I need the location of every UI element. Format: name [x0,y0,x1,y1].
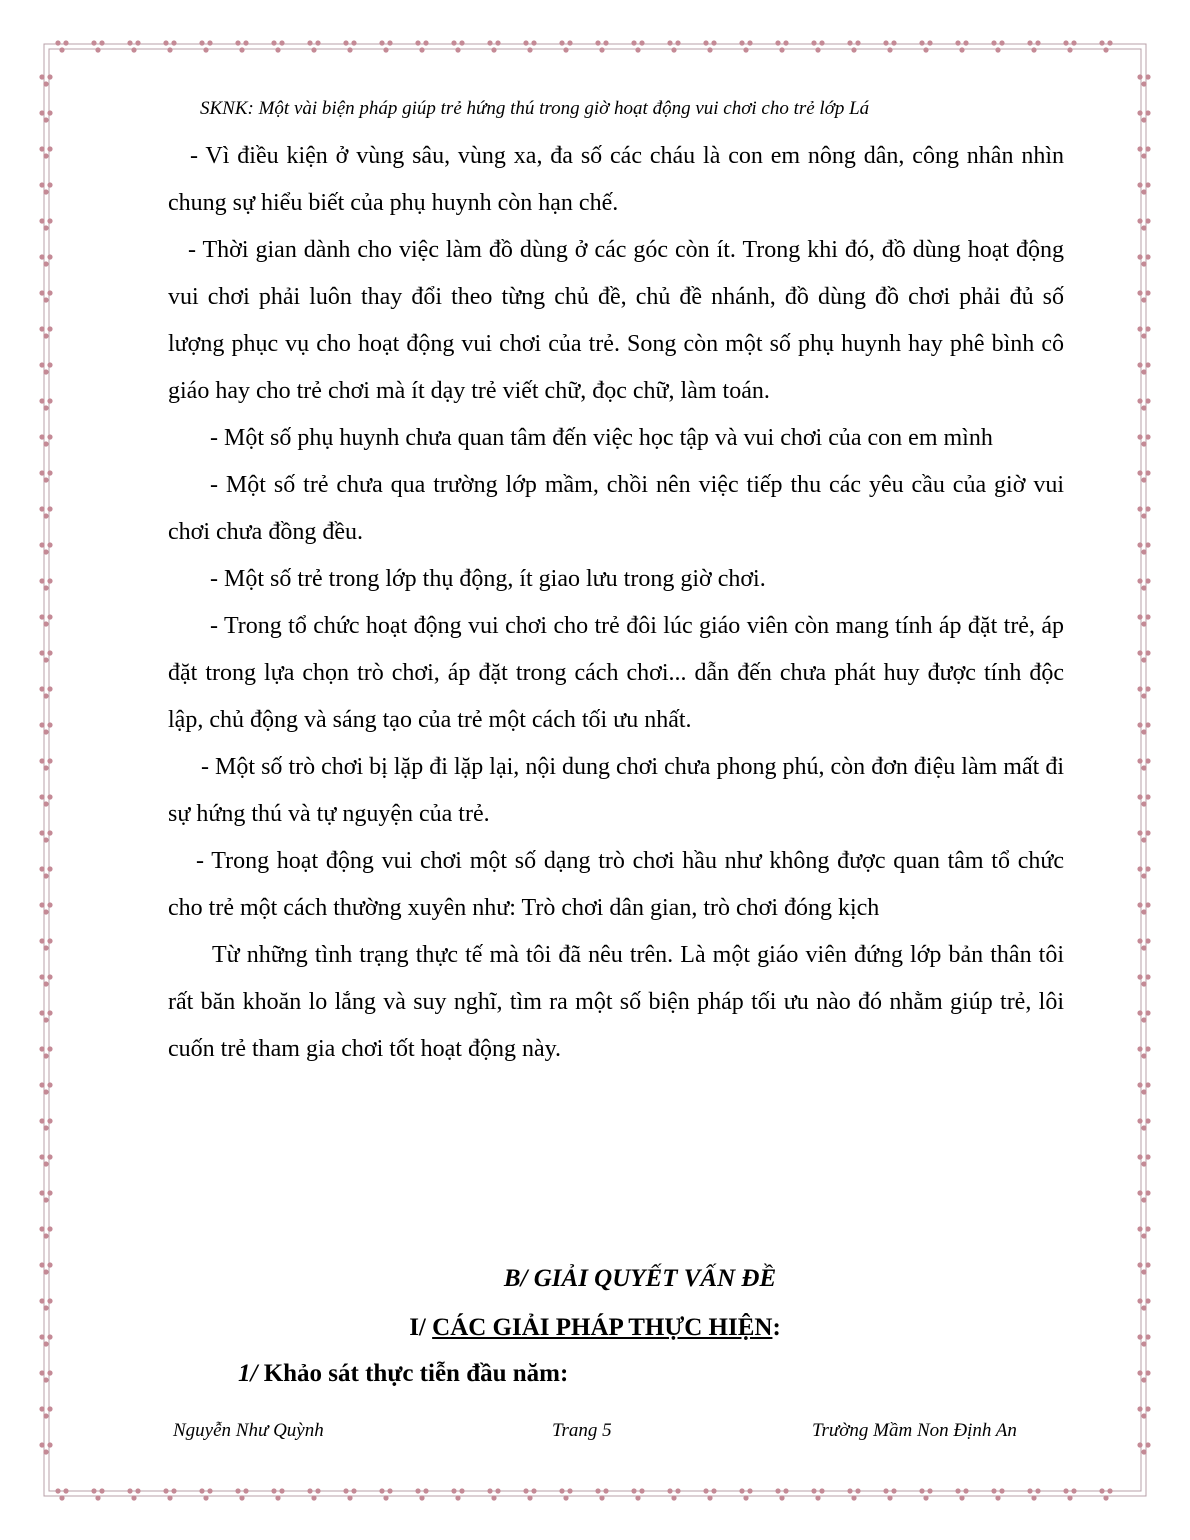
border-flower-icon [847,40,860,52]
border-flower-icon [39,326,52,338]
border-flower-icon [39,794,52,806]
border-flower-icon [883,40,896,52]
border-flower-icon [1137,182,1150,194]
border-flower-icon [39,434,52,446]
border-flower-icon [1137,110,1150,122]
border-flower-icon [307,1488,320,1500]
border-flower-icon [39,254,52,266]
section-suffix: : [772,1314,781,1341]
border-flower-icon [39,362,52,374]
border-flower-icon [1137,74,1150,86]
border-flower-icon [739,40,752,52]
section-title: CÁC GIẢI PHÁP THỰC HIỆN [432,1314,773,1341]
border-flower-icon [1137,1154,1150,1166]
border-flower-icon [39,650,52,662]
border-flower-icon [39,578,52,590]
border-flower-icon [991,40,1004,52]
border-flower-icon [415,1488,428,1500]
border-flower-icon [1137,362,1150,374]
border-flower-icon [1137,1406,1150,1418]
border-flower-icon [1137,1370,1150,1382]
border-flower-icon [343,1488,356,1500]
border-flower-icon [163,40,176,52]
border-flower-icon [1137,938,1150,950]
border-flower-icon [595,40,608,52]
border-flower-icon [39,146,52,158]
border-flower-icon [1137,830,1150,842]
border-flower-icon [39,722,52,734]
paragraph: - Trong tổ chức hoạt động vui chơi cho trẻ đôi lúc giáo viên còn mang tính áp đặt trẻ, áp đặt trong lựa chọn trò chơi, áp đặt trong cách chơi... dẫn đến chưa phát huy được tính độc lập, chủ động và sáng tạo của trẻ một cách tối ưu nhất. [168,613,1064,733]
border-flower-icon [991,1488,1004,1500]
border-flower-icon [1137,1010,1150,1022]
border-flower-icon [1063,1488,1076,1500]
border-flower-icon [39,1118,52,1130]
border-flower-icon [1137,722,1150,734]
paragraph: - Trong hoạt động vui chơi một số dạng trò chơi hầu như không được quan tâm tổ chức cho trẻ một cách thường xuyên như: Trò chơi dân gian, trò chơi đóng kịch [168,848,1064,921]
border-flower-icon [1137,1082,1150,1094]
section-heading-i [0,1314,1190,1342]
border-flower-icon [199,1488,212,1500]
page-header: SKNK: Một vài biện pháp giúp trẻ hứng thú trong giờ hoạt động vui chơi cho trẻ lớp Lá [200,98,870,119]
border-flower-icon [667,40,680,52]
border-flower-icon [39,470,52,482]
footer-author: Nguyễn Như Quỳnh [173,1420,324,1441]
border-flower-icon [379,1488,392,1500]
footer-page-number: Trang 5 [552,1420,612,1441]
border-flower-icon [451,1488,464,1500]
border-flower-icon [955,1488,968,1500]
border-flower-icon [1137,1046,1150,1058]
border-flower-icon [39,1154,52,1166]
border-flower-icon [39,614,52,626]
border-flower-icon [1137,434,1150,446]
border-flower-icon [39,542,52,554]
border-flower-icon [379,40,392,52]
paragraph: - Vì điều kiện ở vùng sâu, vùng xa, đa số các cháu là con em nông dân, công nhân nhìn chung sự hiểu biết của phụ huynh còn hạn chế. [168,143,1064,216]
border-flower-icon [39,1370,52,1382]
border-flower-icon [1137,254,1150,266]
border-flower-icon [91,1488,104,1500]
border-flower-icon [1137,866,1150,878]
border-flower-icon [1137,470,1150,482]
border-flower-icon [1099,1488,1112,1500]
border-flower-icon [343,40,356,52]
border-flower-icon [775,1488,788,1500]
border-flower-icon [1137,506,1150,518]
footer-school: Trường Mầm Non Định An [812,1420,1017,1441]
border-flower-icon [1137,902,1150,914]
border-flower-icon [127,1488,140,1500]
border-flower-icon [1027,40,1040,52]
border-flower-icon [39,398,52,410]
subsection-heading [238,1360,568,1388]
border-flower-icon [39,902,52,914]
border-flower-icon [1137,1298,1150,1310]
paragraph: - Một số trẻ trong lớp thụ động, ít giao lưu trong giờ chơi. [210,566,766,592]
section-heading-b: B/ GIẢI QUYẾT VẤN ĐỀ [503,1265,777,1292]
border-flower-icon [91,40,104,52]
border-flower-icon [1099,40,1112,52]
paragraph: - Một số trẻ chưa qua trường lớp mầm, chồi nên việc tiếp thu các yêu cầu của giờ vui chơi chưa đồng đều. [168,472,1064,545]
body-text [168,133,1064,1073]
border-flower-icon [271,40,284,52]
border-flower-icon [595,1488,608,1500]
border-flower-icon [883,1488,896,1500]
border-flower-icon [631,40,644,52]
border-flower-icon [1137,686,1150,698]
border-flower-icon [39,74,52,86]
subsection-title: Khảo sát thực tiễn đầu năm: [257,1360,569,1387]
border-flower-icon [1027,1488,1040,1500]
border-flower-icon [235,1488,248,1500]
border-flower-icon [127,40,140,52]
paragraph: Từ những tình trạng thực tế mà tôi đã nêu trên. Là một giáo viên đứng lớp bản thân tôi rất băn khoăn lo lắng và suy nghĩ, tìm ra một số biện pháp tối ưu nào đó nhằm giúp trẻ, lôi cuốn trẻ tham gia chơi tốt hoạt động này. [168,942,1064,1062]
border-flower-icon [811,1488,824,1500]
border-flower-icon [55,1488,68,1500]
border-flower-icon [667,1488,680,1500]
border-flower-icon [703,40,716,52]
border-flower-icon [1137,218,1150,230]
border-flower-icon [235,40,248,52]
border-flower-icon [39,1082,52,1094]
border-flower-icon [775,40,788,52]
border-flower-icon [39,110,52,122]
border-flower-icon [1137,1226,1150,1238]
border-flower-icon [39,758,52,770]
border-flower-icon [919,40,932,52]
paragraph: - Một số phụ huynh chưa quan tâm đến việc học tập và vui chơi của con em mình [210,425,993,451]
border-flower-icon [1137,1442,1150,1454]
border-flower-icon [39,1298,52,1310]
border-flower-icon [811,40,824,52]
border-flower-icon [523,1488,536,1500]
border-flower-icon [1137,650,1150,662]
border-flower-icon [487,1488,500,1500]
border-flower-icon [39,830,52,842]
border-flower-icon [1137,290,1150,302]
border-flower-icon [1137,146,1150,158]
border-flower-icon [955,40,968,52]
paragraph: - Thời gian dành cho việc làm đồ dùng ở các góc còn ít. Trong khi đó, đồ dùng hoạt động vui chơi phải luôn thay đổi theo từng chủ đề, chủ đề nhánh, đồ dùng đồ chơi phải đủ số lượng phục vụ cho hoạt động vui chơi của trẻ. Song còn một số phụ huynh hay phê bình cô giáo hay cho trẻ chơi mà ít dạy trẻ viết chữ, đọc chữ, làm toán. [168,237,1064,404]
border-flower-icon [1137,1190,1150,1202]
border-flower-icon [847,1488,860,1500]
border-flower-icon [39,218,52,230]
border-flower-icon [39,506,52,518]
border-flower-icon [739,1488,752,1500]
border-flower-icon [559,40,572,52]
border-flower-icon [451,40,464,52]
border-flower-icon [523,40,536,52]
border-flower-icon [39,938,52,950]
subsection-number: 1/ [238,1360,258,1387]
border-flower-icon [39,182,52,194]
border-flower-icon [559,1488,572,1500]
border-flower-icon [1137,758,1150,770]
border-flower-icon [1137,614,1150,626]
border-flower-icon [39,290,52,302]
border-flower-icon [39,866,52,878]
border-flower-icon [39,1190,52,1202]
border-flower-icon [1137,542,1150,554]
border-flower-icon [487,40,500,52]
border-flower-icon [415,40,428,52]
border-flower-icon [1137,794,1150,806]
border-flower-icon [1137,1118,1150,1130]
border-flower-icon [703,1488,716,1500]
border-flower-icon [39,1010,52,1022]
border-flower-icon [39,1226,52,1238]
border-flower-icon [1063,40,1076,52]
section-prefix: I/ [409,1314,433,1341]
border-flower-icon [39,686,52,698]
border-flower-icon [1137,974,1150,986]
border-flower-icon [163,1488,176,1500]
border-flower-icon [1137,398,1150,410]
border-flower-icon [199,40,212,52]
paragraph: - Một số trò chơi bị lặp đi lặp lại, nội dung chơi chưa phong phú, còn đơn điệu làm mất đi sự hứng thú và tự nguyện của trẻ. [168,754,1064,827]
border-flower-icon [39,1442,52,1454]
border-flower-icon [631,1488,644,1500]
border-flower-icon [1137,578,1150,590]
border-flower-icon [271,1488,284,1500]
border-flower-icon [39,974,52,986]
border-flower-icon [55,40,68,52]
border-flower-icon [1137,326,1150,338]
border-flower-icon [39,1406,52,1418]
border-flower-icon [307,40,320,52]
border-flower-icon [919,1488,932,1500]
border-flower-icon [39,1046,52,1058]
